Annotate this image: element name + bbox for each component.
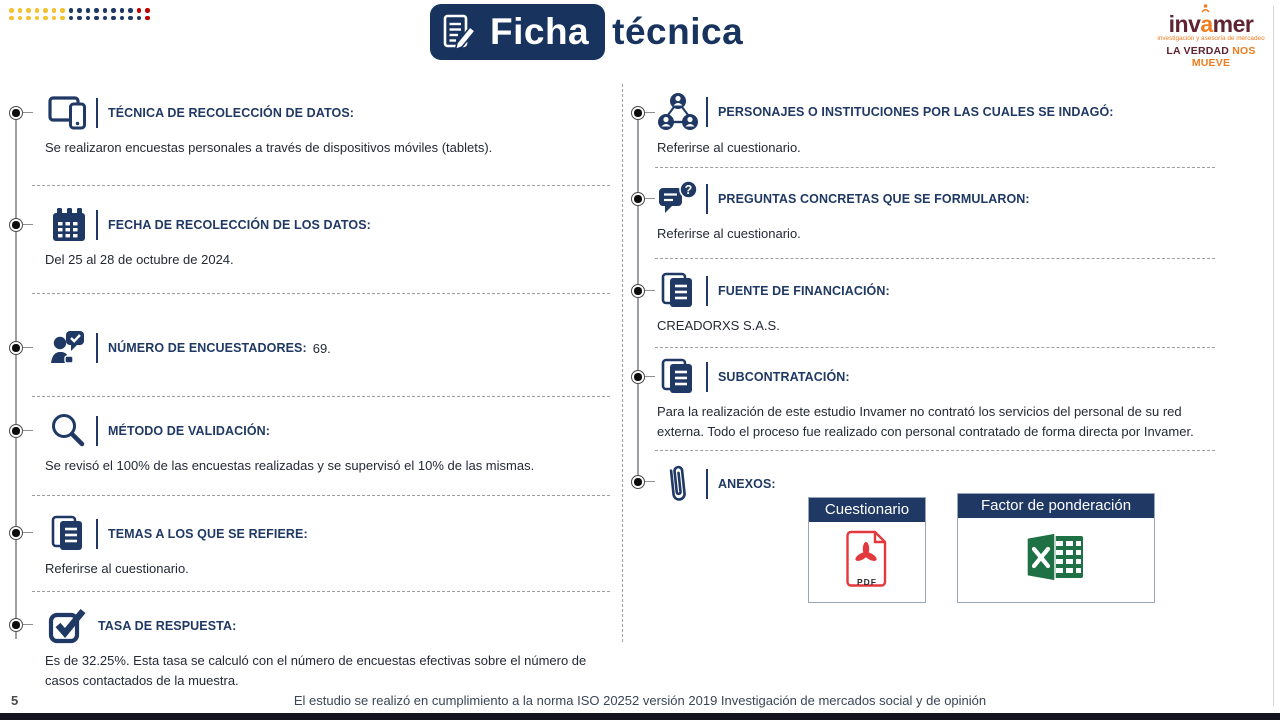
section-title: TASA DE RESPUESTA: bbox=[98, 619, 237, 633]
section-value: 69. bbox=[312, 340, 331, 356]
right-edge-line bbox=[1273, 6, 1274, 706]
anexo-cuestionario-card[interactable] bbox=[808, 497, 926, 603]
section-title: PREGUNTAS CONCRETAS QUE SE FORMULARON: bbox=[718, 192, 1030, 206]
section-personajes-o-instituciones bbox=[654, 92, 1216, 158]
timeline-bullet bbox=[9, 106, 23, 120]
brand-dot bbox=[9, 8, 14, 13]
invamer-logo bbox=[1152, 11, 1270, 69]
anexo-label: Cuestionario bbox=[809, 498, 925, 522]
brand-wordmark: inv amer bbox=[1152, 14, 1270, 34]
section-title: FECHA DE RECOLECCIÓN DE LOS DATOS: bbox=[108, 218, 371, 232]
question-chat-icon bbox=[656, 180, 700, 218]
heading-bar bbox=[706, 469, 708, 499]
brand-dot bbox=[43, 8, 48, 13]
title-highlight-box bbox=[430, 4, 605, 60]
section-body: Del 25 al 28 de octubre de 2024. bbox=[45, 252, 234, 267]
heading-bar bbox=[96, 416, 98, 446]
brand-dot bbox=[137, 8, 142, 13]
brand-dot bbox=[145, 8, 150, 13]
anexo-factor-ponderacion-card[interactable] bbox=[957, 493, 1155, 603]
section-tasa-de-respuesta bbox=[34, 607, 614, 691]
timeline-bullet bbox=[631, 284, 645, 298]
brand-dot bbox=[52, 8, 57, 13]
timeline-bullet bbox=[9, 526, 23, 540]
brand-dot bbox=[9, 16, 14, 21]
title-rest-text: técnica bbox=[612, 11, 744, 52]
section-separator bbox=[32, 396, 610, 397]
brand-dot bbox=[60, 16, 65, 21]
brand-dot bbox=[43, 16, 48, 21]
section-title: TÉCNICA DE RECOLECCIÓN DE DATOS: bbox=[108, 106, 355, 120]
brand-dot bbox=[120, 16, 125, 21]
brand-dot bbox=[26, 8, 31, 13]
timeline-bullet bbox=[9, 618, 23, 632]
timeline-bullet bbox=[9, 341, 23, 355]
heading-bar bbox=[706, 276, 708, 306]
timeline-bullet bbox=[631, 106, 645, 120]
brand-dot bbox=[18, 16, 23, 21]
search-icon bbox=[46, 412, 90, 450]
section-separator bbox=[32, 495, 610, 496]
brand-dot bbox=[128, 16, 133, 21]
brand-dot bbox=[111, 16, 116, 21]
section-title: FUENTE DE FINANCIACIÓN: bbox=[718, 284, 890, 298]
section-separator bbox=[655, 450, 1215, 451]
brand-dot bbox=[94, 16, 99, 21]
section-tecnica-de-recoleccion bbox=[34, 94, 614, 158]
section-preguntas-concretas bbox=[654, 180, 1216, 244]
devices-icon bbox=[46, 95, 90, 131]
brand-dot bbox=[103, 8, 108, 13]
section-title: MÉTODO DE VALIDACIÓN: bbox=[108, 424, 271, 438]
brand-tagline: LA VERDAD NOS MUEVE bbox=[1166, 45, 1256, 69]
section-metodo-de-validacion bbox=[34, 412, 614, 476]
document-edit-icon bbox=[442, 13, 478, 51]
brand-subtitle: investigación y asesoría de mercadeo bbox=[1157, 35, 1265, 42]
brand-dot bbox=[111, 8, 116, 13]
heading-bar bbox=[96, 98, 98, 128]
section-body: Referirse al cuestionario. bbox=[657, 226, 801, 241]
brand-dots-pattern bbox=[9, 8, 150, 23]
section-body: Referirse al cuestionario. bbox=[45, 561, 189, 576]
section-separator bbox=[655, 167, 1215, 168]
section-numero-de-encuestadores bbox=[34, 329, 614, 367]
section-body: Referirse al cuestionario. bbox=[657, 140, 801, 155]
page-number: 5 bbox=[11, 693, 19, 708]
brand-dot bbox=[77, 16, 82, 21]
excel-file-icon bbox=[1023, 529, 1089, 590]
timeline-bullet bbox=[9, 218, 23, 232]
brand-dot bbox=[103, 16, 108, 21]
section-title: NÚMERO DE ENCUESTADORES: bbox=[108, 341, 307, 355]
compliance-note: El estudio se realizó en cumplimiento a la norma ISO 20252 versión 2019 Investigación de mercados social y de opinión bbox=[293, 693, 987, 708]
bottom-bar bbox=[0, 713, 1280, 720]
section-title: TEMAS A LOS QUE SE REFIERE: bbox=[108, 527, 308, 541]
brand-dot bbox=[69, 8, 74, 13]
section-body: Se revisó el 100% de las encuestas realizadas y se supervisó el 10% de las mismas. bbox=[45, 458, 535, 473]
calendar-icon bbox=[46, 207, 90, 243]
anexo-label: Factor de ponderación bbox=[958, 494, 1154, 518]
documents-icon bbox=[46, 515, 90, 553]
pdf-file-label: PDF bbox=[857, 577, 877, 587]
column-divider bbox=[622, 84, 623, 642]
section-body: Para la realización de este estudio Invamer no contrató los servicios del personal de su red externa. Todo el proceso fue realizado con personal contratado de forma directa por Invamer. bbox=[657, 404, 1194, 439]
section-fuente-de-financiacion bbox=[654, 272, 1216, 336]
section-body: Es de 32.25%. Esta tasa se calculó con el número de encuestas efectivas sobre el número de casos contactados de la muestra. bbox=[45, 653, 587, 688]
brand-dot bbox=[35, 16, 40, 21]
heading-bar bbox=[96, 519, 98, 549]
right-timeline bbox=[637, 113, 639, 485]
brand-dot bbox=[18, 8, 23, 13]
brand-dot bbox=[60, 8, 65, 13]
section-separator bbox=[655, 258, 1215, 259]
brand-dot bbox=[26, 16, 31, 21]
brand-dot bbox=[137, 16, 142, 21]
section-body: CREADORXS S.A.S. bbox=[657, 318, 780, 333]
brand-dot bbox=[145, 16, 150, 21]
section-body: Se realizaron encuestas personales a través de dispositivos móviles (tablets). bbox=[45, 140, 493, 155]
svg-text:?: ? bbox=[684, 182, 693, 197]
brand-dot bbox=[86, 16, 91, 21]
timeline-bullet bbox=[9, 424, 23, 438]
timeline-bullet bbox=[631, 370, 645, 384]
page-title bbox=[430, 4, 743, 60]
section-subcontratacion bbox=[654, 358, 1216, 442]
checkbox-icon bbox=[46, 608, 90, 644]
section-fecha-de-recoleccion bbox=[34, 206, 614, 270]
heading-bar bbox=[96, 333, 98, 363]
heading-bar bbox=[706, 362, 708, 392]
timeline-bullet bbox=[631, 475, 645, 489]
brand-dot bbox=[120, 8, 125, 13]
heading-bar bbox=[706, 184, 708, 214]
interviewer-icon bbox=[46, 329, 90, 367]
brand-dot bbox=[86, 8, 91, 13]
section-title: ANEXOS: bbox=[718, 477, 776, 491]
brand-dot bbox=[77, 8, 82, 13]
section-separator bbox=[32, 591, 610, 592]
documents-icon bbox=[656, 272, 700, 310]
brand-dot bbox=[35, 8, 40, 13]
heading-bar bbox=[96, 210, 98, 240]
heading-bar bbox=[706, 97, 708, 127]
section-temas-a-los-que-se-refiere bbox=[34, 515, 614, 579]
people-network-icon bbox=[656, 92, 700, 132]
section-separator bbox=[32, 293, 610, 294]
documents-icon bbox=[656, 358, 700, 396]
brand-dot bbox=[94, 8, 99, 13]
section-separator bbox=[655, 347, 1215, 348]
title-highlight-text: Ficha bbox=[490, 11, 590, 52]
timeline-bullet bbox=[631, 192, 645, 206]
paperclip-icon bbox=[656, 462, 700, 506]
brand-dot bbox=[52, 16, 57, 21]
section-title: SUBCONTRATACIÓN: bbox=[718, 370, 850, 384]
section-title: PERSONAJES O INSTITUCIONES POR LAS CUALES SE INDAGÓ: bbox=[718, 105, 1114, 119]
brand-dot bbox=[69, 16, 74, 21]
brand-dot bbox=[128, 8, 133, 13]
left-timeline bbox=[15, 112, 17, 639]
section-separator bbox=[32, 185, 610, 186]
